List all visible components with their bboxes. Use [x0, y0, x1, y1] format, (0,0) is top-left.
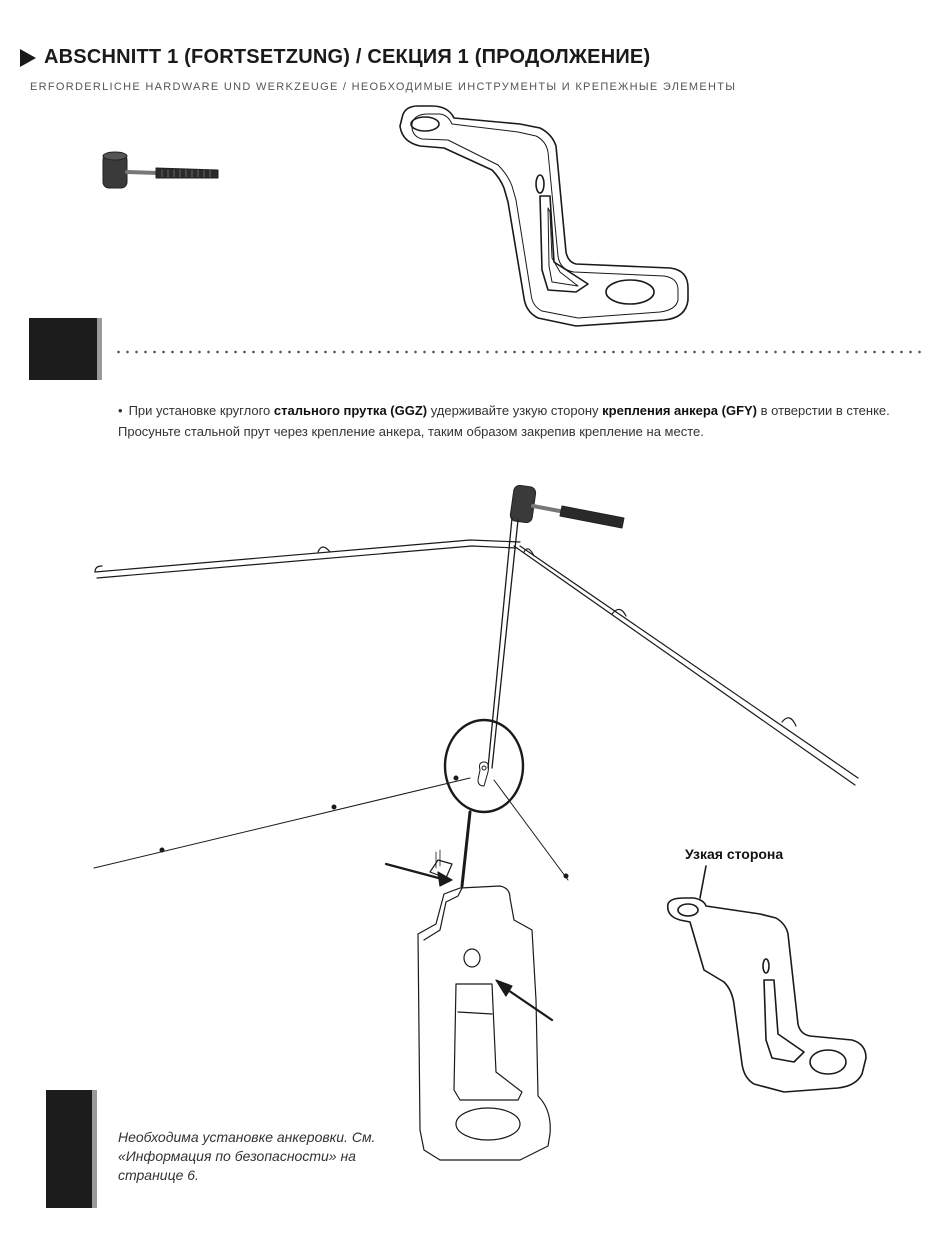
instruction-bold-ggz: стального прутка (GGZ)	[273, 403, 428, 418]
trampoline-frame	[95, 540, 858, 785]
section-title-text: ABSCHNITT 1 (FORTSETZUNG) / СЕКЦИЯ 1 (ПРОДОЛЖЕНИЕ)	[44, 46, 651, 68]
bullet: •	[118, 403, 123, 418]
narrow-side-label: Узкая сторона	[685, 846, 784, 862]
instruction-bold-gfy: крепления анкера (GFY)	[602, 403, 758, 418]
safety-note: Необходима установке анкеровки. См. «Информация по безопасности» на странице 6.	[118, 1129, 376, 1183]
section-subtitle: ERFORDERLICHE HARDWARE UND WERKZEUGE / НЕОБХОДИМЫЕ ИНСТРУМЕНТЫ И КРЕПЕЖНЫЕ ЭЛЕМЕНТЫ	[30, 81, 737, 93]
anchor-closeup	[386, 850, 552, 1160]
instruction-part-2: удерживайте узкую сторону	[427, 403, 603, 418]
note-marker-block	[46, 1090, 97, 1208]
mallet-striking-icon	[510, 485, 624, 528]
instruction-part-1: При установке круглого	[128, 403, 274, 418]
mallet-icon	[103, 152, 218, 188]
instruction-part-3: в отверстии в стенке. Просуньте стальной прут через крепление анкера, таким образом закрепив крепление на месте.	[118, 403, 890, 439]
inner-frame	[94, 776, 568, 880]
steel-rod	[488, 518, 518, 768]
anchor-bracket-icon	[400, 106, 688, 326]
narrow-side-bracket-icon	[668, 866, 866, 1092]
